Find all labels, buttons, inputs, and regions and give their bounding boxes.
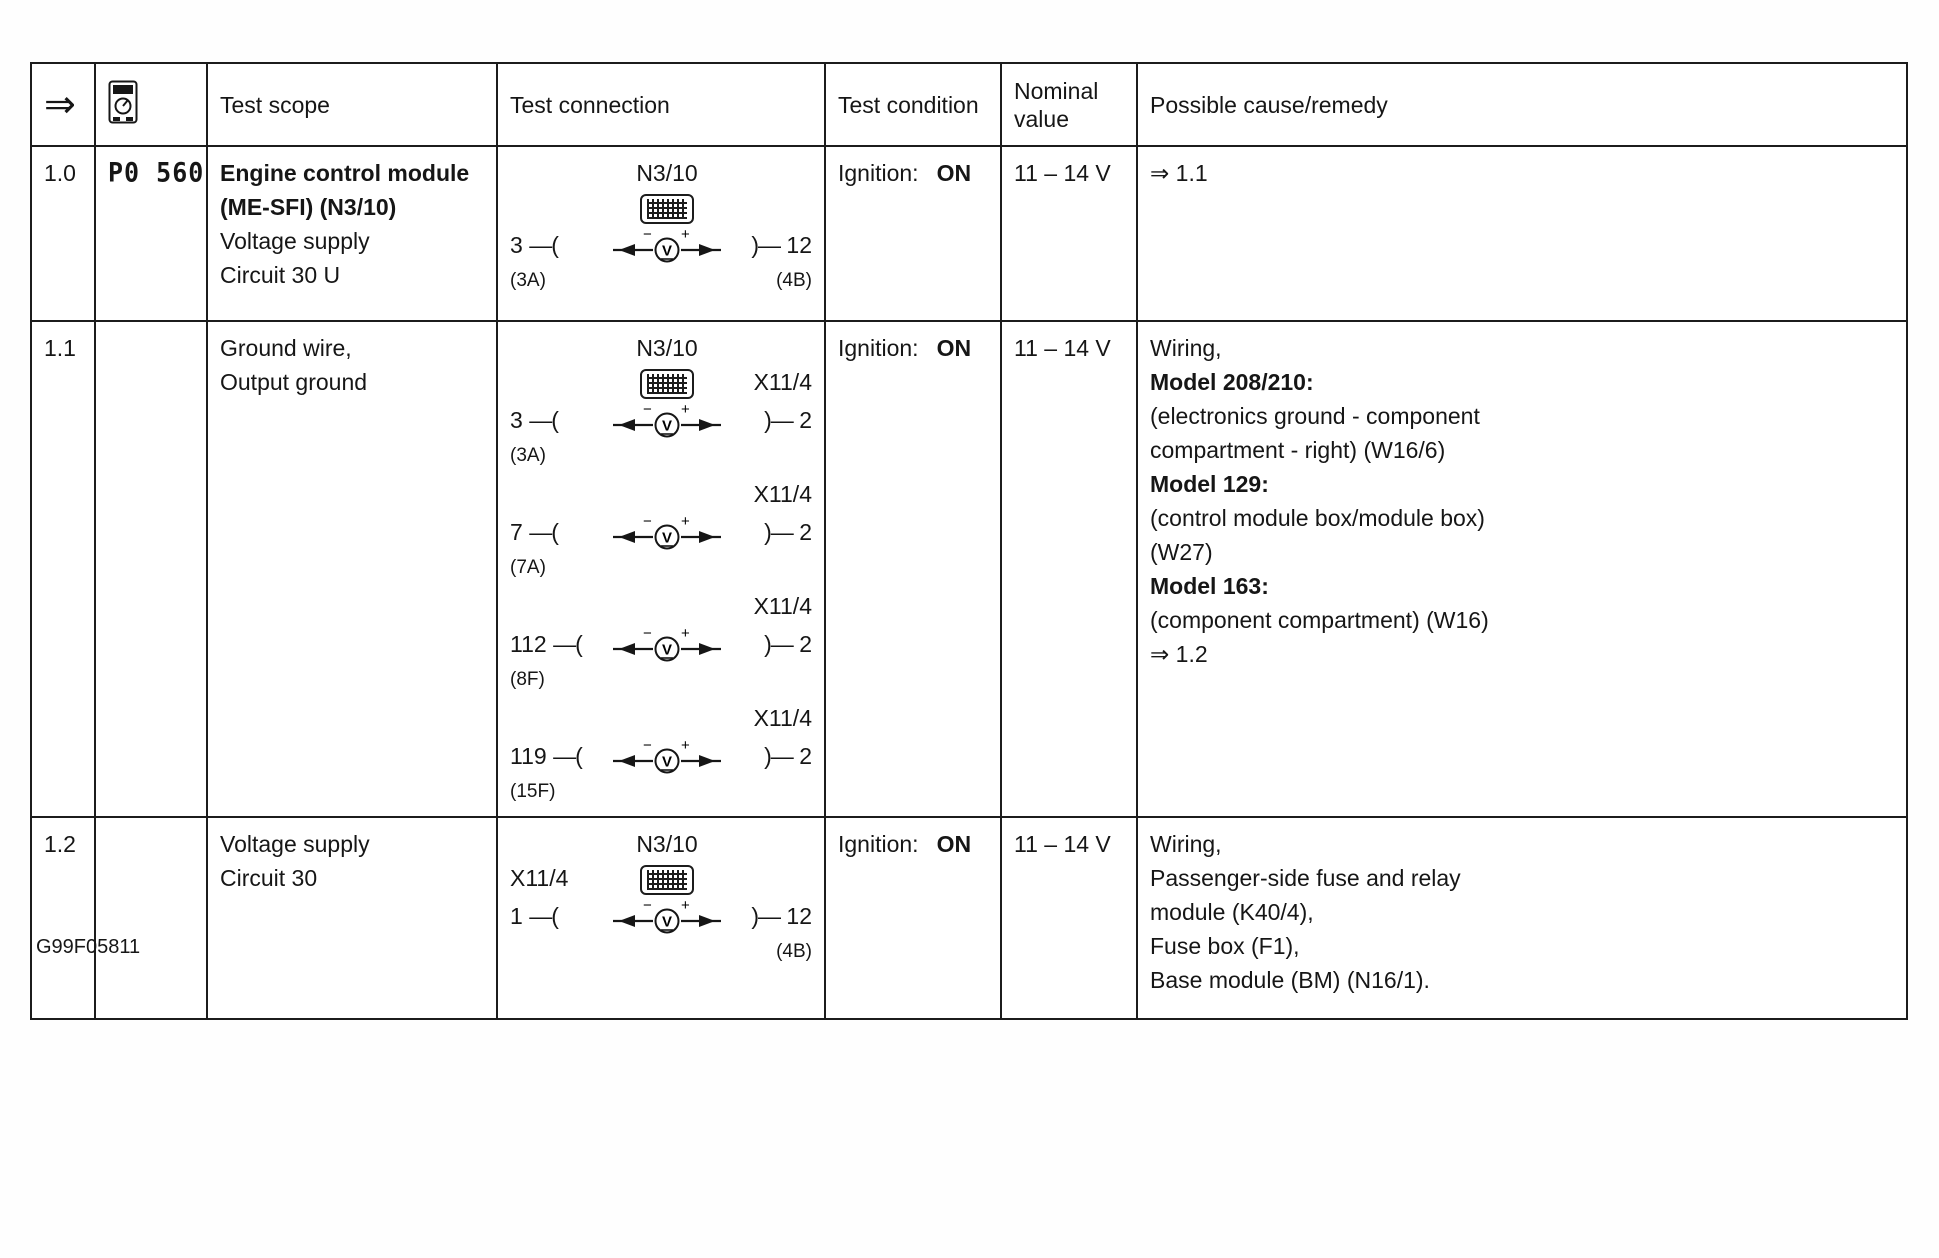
test-scope-line: Circuit 30 U [220,262,341,288]
meter-display-cell [95,817,207,1019]
connector-plug-icon: —( [529,232,558,258]
test-scope-line: Voltage supply [220,831,370,857]
remedy-line: Wiring, [1150,335,1222,361]
connector-socket-icon: )— [764,631,793,657]
remedy-line: (control module box/module box) [1150,505,1485,531]
header-meter-column [95,63,207,146]
pin-socket-ref: (8F) [510,669,545,690]
right-pin: )— 2 [764,631,812,657]
pin-socket-ref: (4B) [776,270,812,291]
remedy-line: (W27) [1150,539,1213,565]
multimeter-icon [108,80,138,124]
header-nominal-value: Nominal value [1001,63,1137,146]
header-cause-remedy: Possible cause/remedy [1137,63,1907,146]
left-pin: 1 —( [510,903,558,929]
header-test-scope: Test scope [207,63,497,146]
table-row [31,817,1907,1019]
remedy-line: Model 208/210: [1150,369,1314,395]
left-pin: 3 —( [510,407,558,433]
meter-display-cell [95,146,207,321]
test-condition-cell [825,321,1001,817]
connector-plug-icon: —( [529,903,558,929]
nominal-value-cell [1001,321,1137,817]
header-test-connection: Test connection [497,63,825,146]
step-cell [31,817,95,1019]
right-pin: )— 12 [751,232,812,258]
connector-socket-icon: )— [751,903,781,929]
remedy-line: Fuse box (F1), [1150,933,1300,959]
connector-label: X11/4 [753,369,812,395]
test-connection-cell [497,321,825,817]
connector-socket-icon: )— [764,407,793,433]
test-scope-cell [207,817,497,1019]
connector-socket-icon: )— [751,232,781,258]
remedy-line: ⇒ 1.1 [1150,160,1208,186]
remedy-line: Passenger-side fuse and relay [1150,865,1461,891]
double-arrow-icon: ⇒ [44,83,76,126]
control-module-connector-icon [640,369,694,399]
connector-label: X11/4 [510,865,569,891]
condition-value: ON [936,335,972,361]
test-connection-diagram [510,827,812,967]
nominal-value: 11 – 14 V [1014,831,1111,857]
pin-socket-ref: (7A) [510,557,546,578]
nominal-value-cell [1001,146,1137,321]
voltmeter-icon [611,738,723,774]
remedy-line: Wiring, [1150,831,1222,857]
control-module-connector-icon [640,865,694,895]
test-connection-diagram [510,331,812,807]
test-scope-line: (ME-SFI) (N3/10) [220,194,397,220]
meter-display-cell [95,321,207,817]
right-pin: )— 2 [764,519,812,545]
test-scope-line: Voltage supply [220,228,370,254]
remedy-line: Base module (BM) (N16/1). [1150,967,1430,993]
voltmeter-icon [611,626,723,662]
condition-label: Ignition: [838,335,919,361]
voltmeter-icon [611,227,723,263]
nominal-value-cell [1001,817,1137,1019]
connector-plug-icon: —( [529,519,558,545]
module-label: N3/10 [636,831,698,857]
connector-label: X11/4 [753,481,812,507]
connector-label: X11/4 [753,593,812,619]
pin-socket-ref: (3A) [510,445,546,466]
nominal-value: 11 – 14 V [1014,160,1111,186]
remedy-line: Model 129: [1150,471,1269,497]
pin-socket-ref: (4B) [776,941,812,962]
pin-socket-ref: (3A) [510,270,546,291]
voltmeter-icon [611,898,723,934]
cause-remedy-cell [1137,817,1907,1019]
test-scope-line: Output ground [220,369,368,395]
voltmeter-icon [611,402,723,438]
table-header-row [31,63,1907,146]
control-module-connector-icon [640,194,694,224]
right-pin: )— 12 [751,903,812,929]
meter-display: P0 560 [108,156,205,189]
left-pin: 112 —( [510,631,582,657]
header-step-column [31,63,95,146]
remedy-line: (component compartment) (W16) [1150,607,1489,633]
condition-label: Ignition: [838,160,919,186]
test-scope-line: Engine control module [220,160,470,186]
condition-value: ON [936,831,972,857]
table-row [31,146,1907,321]
test-scope-cell [207,321,497,817]
header-test-condition: Test condition [825,63,1001,146]
step-number: 1.1 [44,335,76,361]
left-pin: 7 —( [510,519,558,545]
connector-plug-icon: —( [553,631,582,657]
test-scope-line: Circuit 30 [220,865,318,891]
cause-remedy-cell [1137,146,1907,321]
condition-label: Ignition: [838,831,919,857]
remedy-line: ⇒ 1.2 [1150,641,1208,667]
remedy-line: module (K40/4), [1150,899,1314,925]
step-number: 1.0 [44,160,76,186]
pin-socket-ref: (15F) [510,781,556,802]
left-pin: 119 —( [510,743,582,769]
test-connection-cell [497,146,825,321]
step-cell [31,321,95,817]
connector-socket-icon: )— [764,743,793,769]
connector-plug-icon: —( [553,743,582,769]
diagnostic-test-table [30,62,1908,1020]
test-connection-diagram [510,156,812,296]
test-condition-cell [825,817,1001,1019]
step-number: 1.2 [44,831,76,857]
connector-label: X11/4 [753,705,812,731]
remedy-line: (electronics ground - component [1150,403,1480,429]
connector-plug-icon: —( [529,407,558,433]
left-pin: 3 —( [510,232,558,258]
test-scope-line: Ground wire, [220,335,352,361]
right-pin: )— 2 [764,407,812,433]
remedy-line: compartment - right) (W16/6) [1150,437,1446,463]
voltmeter-icon [611,514,723,550]
module-label: N3/10 [636,160,698,186]
module-label: N3/10 [636,335,698,361]
test-condition-cell [825,146,1001,321]
figure-code: G99F05811 [36,936,141,958]
test-scope-cell [207,146,497,321]
table-row [31,321,1907,817]
nominal-value: 11 – 14 V [1014,335,1111,361]
test-connection-cell [497,817,825,1019]
condition-value: ON [936,160,972,186]
remedy-line: Model 163: [1150,573,1269,599]
step-cell [31,146,95,321]
cause-remedy-cell [1137,321,1907,817]
connector-socket-icon: )— [764,519,793,545]
right-pin: )— 2 [764,743,812,769]
